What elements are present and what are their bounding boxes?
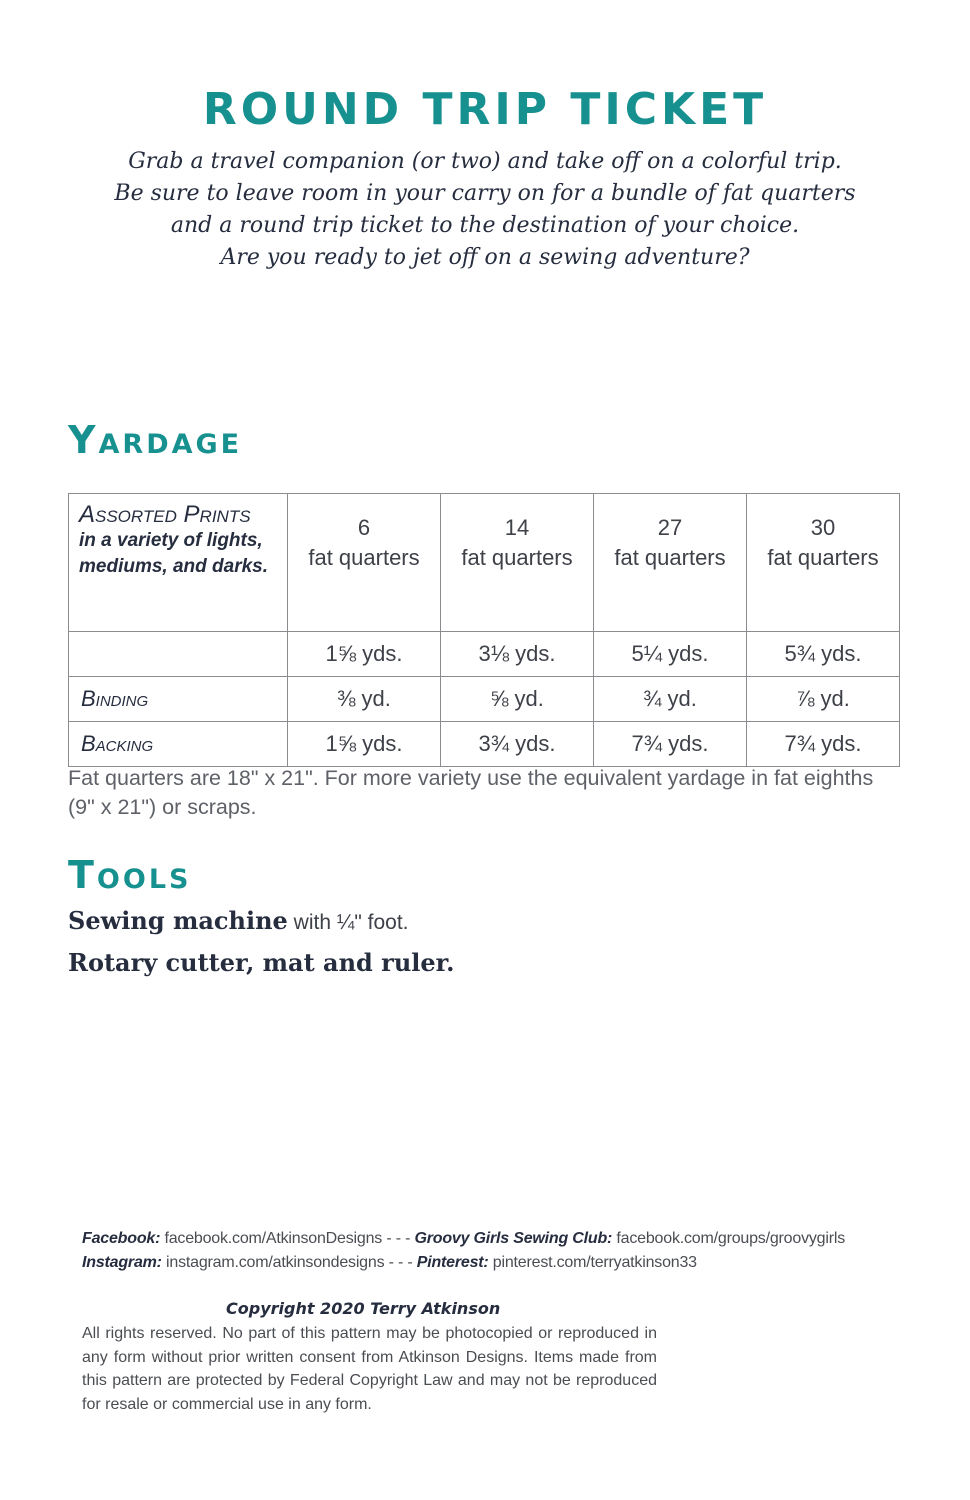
table-row-prints-yardage bbox=[69, 632, 900, 677]
tools-item-sewing-machine bbox=[68, 906, 409, 935]
intro-line: Are you ready to jet off on a sewing adventure? bbox=[220, 245, 750, 270]
yardage-heading: Yardage bbox=[68, 418, 243, 462]
pinterest-link: pinterest.com/terryatkinson33 bbox=[488, 1254, 697, 1271]
size-column-header bbox=[747, 494, 900, 632]
fat-quarter-unit: fat quarters bbox=[614, 545, 726, 570]
fat-quarter-count: 6 bbox=[357, 515, 371, 540]
facebook-label: Facebook: bbox=[82, 1230, 161, 1247]
tool-detail: with ¼" foot. bbox=[287, 911, 409, 934]
instagram-link: instagram.com/atkinsondesigns - - - bbox=[161, 1254, 417, 1271]
intro-line: and a round trip ticket to the destination of your choice. bbox=[170, 213, 800, 238]
yardage-cell: 5¼ yds. bbox=[594, 632, 747, 677]
size-column-header bbox=[288, 494, 441, 632]
row-label: Backing bbox=[69, 722, 288, 767]
fat-quarter-count: 30 bbox=[810, 515, 836, 540]
tool-name: Sewing machine bbox=[68, 906, 288, 935]
prints-label: Assorted Prints bbox=[79, 501, 251, 528]
table-row-backing bbox=[69, 722, 900, 767]
intro-paragraph bbox=[0, 146, 970, 274]
yardage-table bbox=[68, 493, 900, 767]
intro-line: Be sure to leave room in your carry on for a bundle of fat quarters bbox=[114, 181, 856, 206]
club-link: facebook.com/groups/groovygirls bbox=[612, 1230, 845, 1247]
fat-quarter-count: 14 bbox=[504, 515, 530, 540]
instagram-label: Instagram: bbox=[82, 1254, 162, 1271]
size-column-header bbox=[594, 494, 747, 632]
yardage-cell: 5¾ yds. bbox=[747, 632, 900, 677]
fat-quarter-unit: fat quarters bbox=[461, 545, 573, 570]
tools-heading: Tools bbox=[68, 853, 192, 897]
fat-quarter-note: Fat quarters are 18" x 21". For more variety use the equivalent yardage in fat eighths (9" x 21") or scraps. bbox=[68, 766, 874, 819]
facebook-link: facebook.com/AtkinsonDesigns - - - bbox=[160, 1230, 415, 1247]
social-line-instagram bbox=[82, 1254, 697, 1272]
club-label: Groovy Girls Sewing Club: bbox=[414, 1230, 613, 1247]
yardage-cell: 3¾ yds. bbox=[441, 722, 594, 767]
fat-quarter-unit: fat quarters bbox=[308, 545, 420, 570]
yardage-cell: 1⅝ yds. bbox=[288, 632, 441, 677]
yardage-cell: 7¾ yds. bbox=[747, 722, 900, 767]
yardage-cell: ⅜ yd. bbox=[288, 677, 441, 722]
fat-quarter-count: 27 bbox=[657, 515, 683, 540]
social-line-facebook bbox=[82, 1230, 845, 1248]
row-label: Binding bbox=[69, 677, 288, 722]
yardage-cell: ⅝ yd. bbox=[441, 677, 594, 722]
table-header-row bbox=[69, 494, 900, 632]
table-row-binding bbox=[69, 677, 900, 722]
prints-description: in a variety of lights, mediums, and darks. bbox=[79, 530, 269, 577]
pattern-title: ROUND TRIP TICKET bbox=[202, 84, 768, 135]
yardage-cell: 1⅝ yds. bbox=[288, 722, 441, 767]
pinterest-label: Pinterest: bbox=[416, 1254, 489, 1271]
tools-item-rotary-cutter: Rotary cutter, mat and ruler. bbox=[68, 948, 455, 977]
copyright-notice: All rights reserved. No part of this pattern may be photocopied or reproduced in any form without prior written consent from Atkinson Designs. Items made from this pattern are protected by Federal Copyright Law and may not be reproduced for resale or commercial use in any form. bbox=[82, 1325, 657, 1413]
row-label bbox=[69, 632, 288, 677]
intro-line: Grab a travel companion (or two) and take off on a colorful trip. bbox=[128, 149, 842, 174]
yardage-cell: 7¾ yds. bbox=[594, 722, 747, 767]
yardage-cell: ⅞ yd. bbox=[747, 677, 900, 722]
size-column-header bbox=[441, 494, 594, 632]
prints-cell bbox=[69, 494, 288, 632]
yardage-cell: 3⅛ yds. bbox=[441, 632, 594, 677]
yardage-cell: ¾ yd. bbox=[594, 677, 747, 722]
copyright-title: Copyright 2020 Terry Atkinson bbox=[226, 1299, 501, 1318]
fat-quarter-unit: fat quarters bbox=[767, 545, 879, 570]
